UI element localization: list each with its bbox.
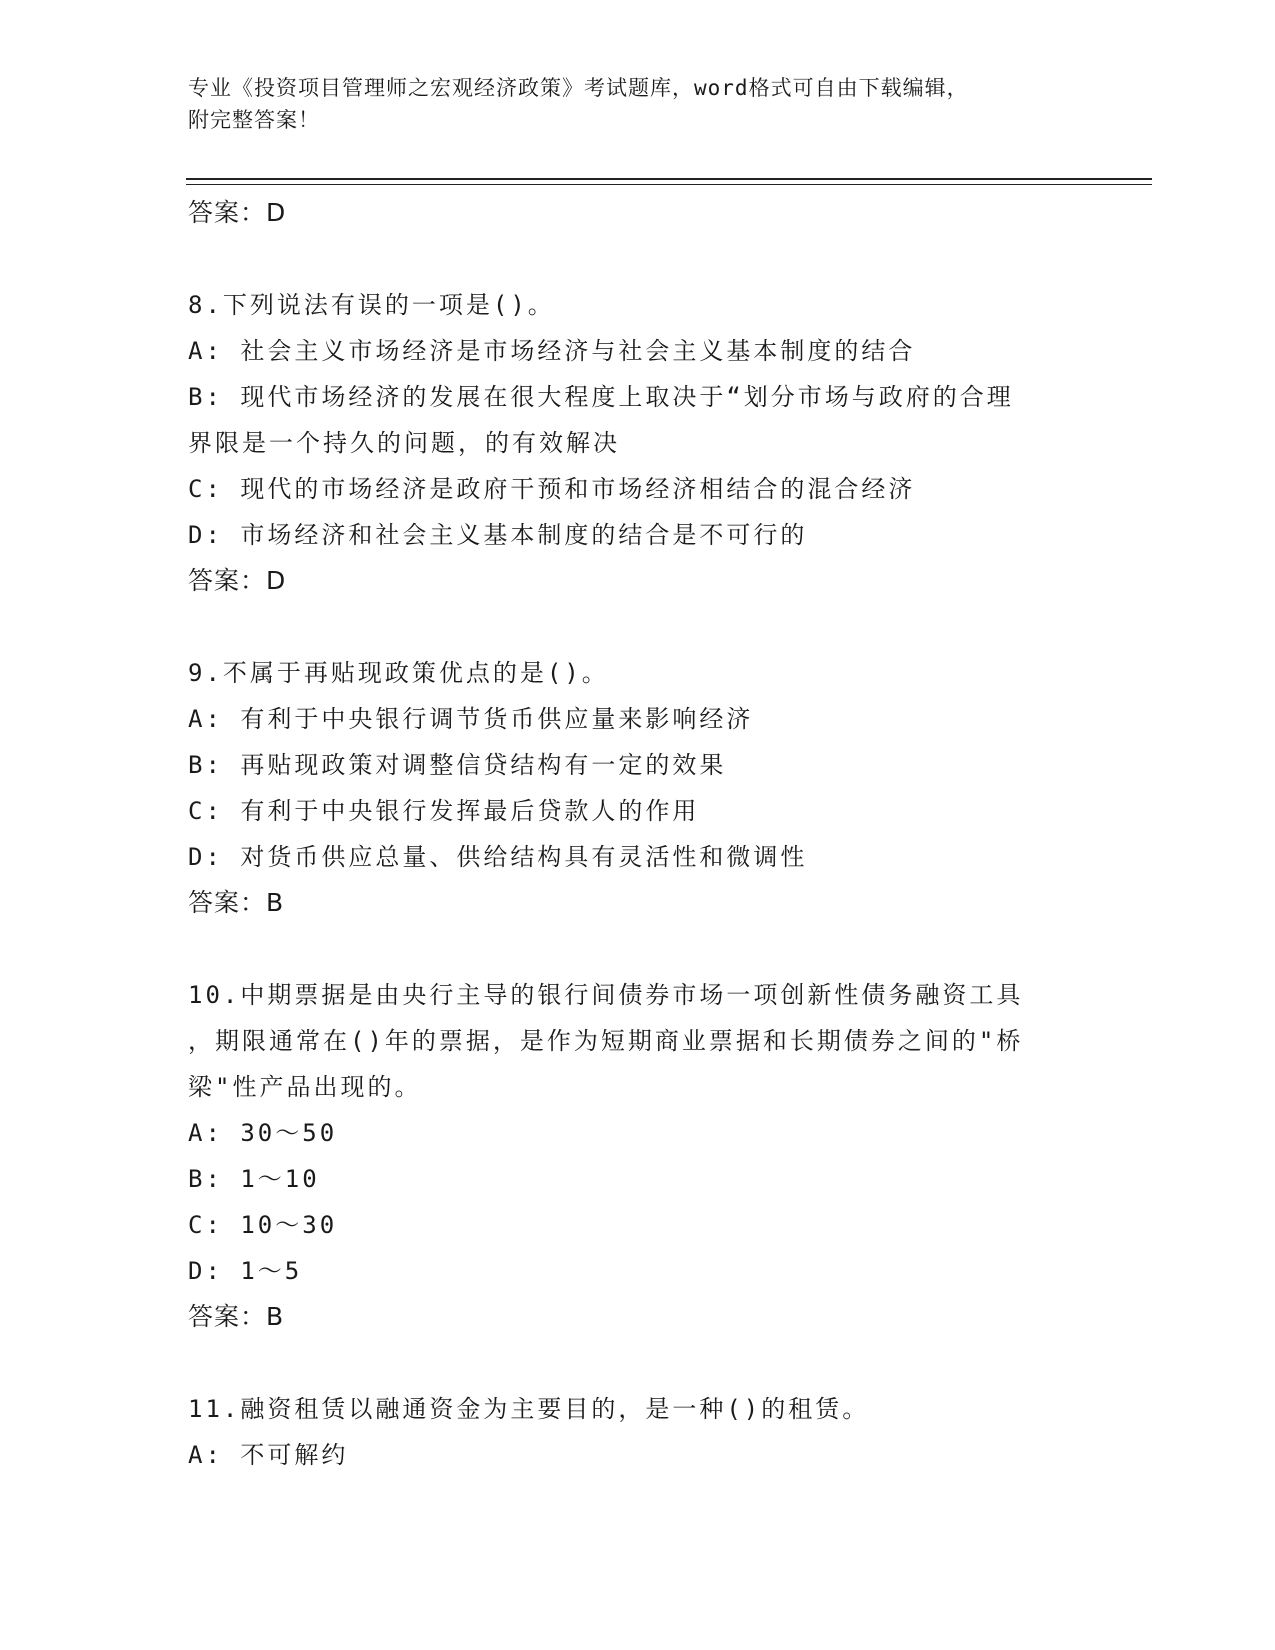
spacer bbox=[188, 1340, 1088, 1386]
header-line-1: 专业《投资项目管理师之宏观经济政策》考试题库，word格式可自由下载编辑， bbox=[188, 76, 969, 100]
question-8-option-d: D: 市场经济和社会主义基本制度的结合是不可行的 bbox=[188, 521, 808, 549]
question-10-option-a: A: 30～50 bbox=[188, 1119, 338, 1147]
question-8-text: 8.下列说法有误的一项是()。 bbox=[188, 291, 555, 319]
header-divider-thick bbox=[186, 178, 1152, 180]
question-9-option-b: B: 再贴现政策对调整信贷结构有一定的效果 bbox=[188, 751, 727, 779]
document-header bbox=[188, 72, 1088, 136]
question-10-text-line-3: 梁"性产品出现的。 bbox=[188, 1073, 422, 1101]
previous-answer: 答案：D bbox=[188, 198, 287, 227]
question-9-option-c: C: 有利于中央银行发挥最后贷款人的作用 bbox=[188, 797, 700, 825]
question-8-option-c: C: 现代的市场经济是政府干预和市场经济相结合的混合经济 bbox=[188, 475, 916, 503]
question-11-text: 11.融资租赁以融通资金为主要目的，是一种()的租赁。 bbox=[188, 1395, 870, 1423]
question-10-text-line-1: 10.中期票据是由央行主导的银行间债券市场一项创新性债务融资工具 bbox=[188, 981, 1024, 1009]
spacer bbox=[188, 926, 1088, 972]
question-9-option-d: D: 对货币供应总量、供给结构具有灵活性和微调性 bbox=[188, 843, 808, 871]
question-8-answer: 答案：D bbox=[188, 566, 287, 595]
question-10-answer: 答案：B bbox=[188, 1302, 285, 1331]
question-8 bbox=[188, 282, 1088, 604]
question-8-option-b-line-2: 界限是一个持久的问题，的有效解决 bbox=[188, 429, 620, 457]
question-11-option-a: A: 不可解约 bbox=[188, 1441, 349, 1469]
question-9 bbox=[188, 650, 1088, 926]
question-10-option-d: D: 1～5 bbox=[188, 1257, 303, 1285]
header-divider-thin bbox=[186, 184, 1152, 185]
document-body bbox=[188, 190, 1088, 1478]
question-8-option-a: A: 社会主义市场经济是市场经济与社会主义基本制度的结合 bbox=[188, 337, 916, 365]
question-9-text: 9.不属于再贴现政策优点的是()。 bbox=[188, 659, 609, 687]
question-8-option-b-line-1: B: 现代市场经济的发展在很大程度上取决于“划分市场与政府的合理 bbox=[188, 383, 1014, 411]
question-11 bbox=[188, 1386, 1088, 1478]
header-line-2: 附完整答案！ bbox=[188, 108, 320, 132]
question-10-option-c: C: 10～30 bbox=[188, 1211, 338, 1239]
question-9-option-a: A: 有利于中央银行调节货币供应量来影响经济 bbox=[188, 705, 754, 733]
question-10-option-b: B: 1～10 bbox=[188, 1165, 320, 1193]
spacer bbox=[188, 604, 1088, 650]
spacer bbox=[188, 236, 1088, 282]
question-9-answer: 答案：B bbox=[188, 888, 285, 917]
question-10-text-line-2: ，期限通常在()年的票据，是作为短期商业票据和长期债券之间的"桥 bbox=[188, 1027, 1024, 1055]
question-10 bbox=[188, 972, 1088, 1340]
